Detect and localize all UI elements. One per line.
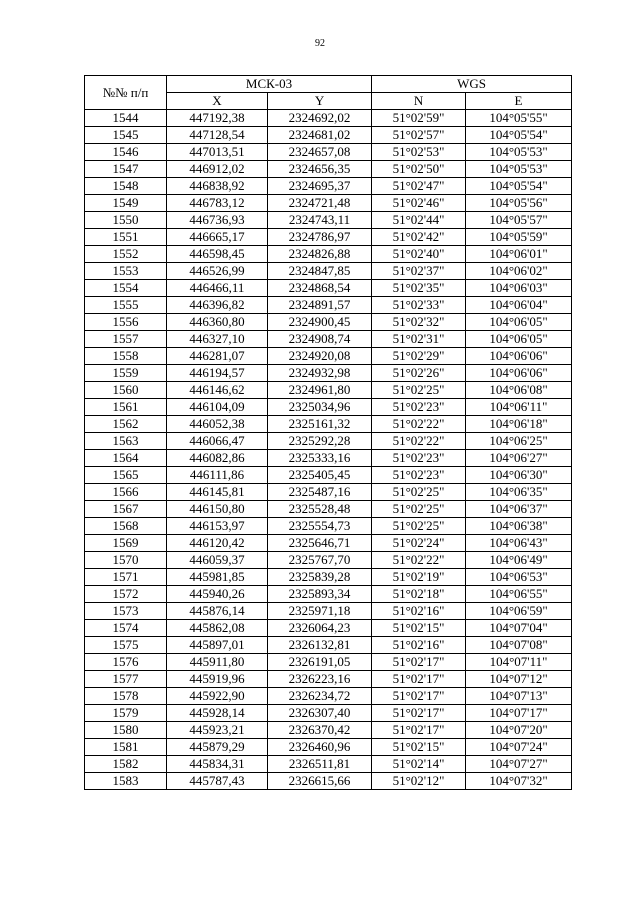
cell-n: 51°02'29"	[372, 348, 466, 365]
cell-x: 446120,42	[167, 535, 268, 552]
cell-x: 446281,07	[167, 348, 268, 365]
cell-n: 51°02'25"	[372, 518, 466, 535]
cell-point-number: 1567	[85, 501, 167, 518]
cell-x: 446912,02	[167, 161, 268, 178]
cell-e: 104°06'53"	[466, 569, 572, 586]
cell-point-number: 1547	[85, 161, 167, 178]
cell-x: 445879,29	[167, 739, 268, 756]
cell-y: 2326132,81	[268, 637, 372, 654]
table-row	[85, 212, 572, 229]
cell-x: 446052,38	[167, 416, 268, 433]
cell-e: 104°06'25"	[466, 433, 572, 450]
cell-y: 2325333,16	[268, 450, 372, 467]
cell-n: 51°02'17"	[372, 654, 466, 671]
cell-e: 104°07'04"	[466, 620, 572, 637]
cell-y: 2324695,37	[268, 178, 372, 195]
table-row	[85, 705, 572, 722]
cell-e: 104°05'56"	[466, 195, 572, 212]
table-row	[85, 399, 572, 416]
table-row	[85, 178, 572, 195]
cell-x: 446150,80	[167, 501, 268, 518]
cell-x: 445928,14	[167, 705, 268, 722]
cell-e: 104°06'59"	[466, 603, 572, 620]
cell-x: 446145,81	[167, 484, 268, 501]
cell-n: 51°02'25"	[372, 382, 466, 399]
cell-e: 104°06'02"	[466, 263, 572, 280]
cell-point-number: 1562	[85, 416, 167, 433]
cell-x: 445923,21	[167, 722, 268, 739]
cell-point-number: 1569	[85, 535, 167, 552]
table-row	[85, 127, 572, 144]
cell-point-number: 1558	[85, 348, 167, 365]
table-row	[85, 722, 572, 739]
cell-y: 2326234,72	[268, 688, 372, 705]
cell-e: 104°05'53"	[466, 144, 572, 161]
cell-e: 104°06'04"	[466, 297, 572, 314]
cell-n: 51°02'46"	[372, 195, 466, 212]
cell-n: 51°02'22"	[372, 433, 466, 450]
cell-n: 51°02'37"	[372, 263, 466, 280]
header-y: Y	[268, 93, 372, 110]
table-row	[85, 501, 572, 518]
cell-e: 104°05'54"	[466, 178, 572, 195]
cell-point-number: 1548	[85, 178, 167, 195]
table-row	[85, 739, 572, 756]
cell-point-number: 1583	[85, 773, 167, 790]
cell-y: 2324681,02	[268, 127, 372, 144]
cell-n: 51°02'25"	[372, 501, 466, 518]
cell-e: 104°07'13"	[466, 688, 572, 705]
cell-x: 447192,38	[167, 110, 268, 127]
cell-e: 104°06'08"	[466, 382, 572, 399]
cell-n: 51°02'23"	[372, 450, 466, 467]
cell-n: 51°02'22"	[372, 416, 466, 433]
table-row	[85, 161, 572, 178]
table-row	[85, 365, 572, 382]
cell-y: 2325292,28	[268, 433, 372, 450]
cell-y: 2324920,08	[268, 348, 372, 365]
table-row	[85, 569, 572, 586]
cell-e: 104°06'49"	[466, 552, 572, 569]
cell-y: 2326223,16	[268, 671, 372, 688]
table-row	[85, 382, 572, 399]
cell-y: 2324932,98	[268, 365, 372, 382]
cell-n: 51°02'14"	[372, 756, 466, 773]
cell-e: 104°07'24"	[466, 739, 572, 756]
cell-y: 2324961,80	[268, 382, 372, 399]
cell-n: 51°02'22"	[372, 552, 466, 569]
table-body	[85, 110, 572, 790]
cell-e: 104°06'06"	[466, 365, 572, 382]
header-e: E	[466, 93, 572, 110]
cell-x: 445862,08	[167, 620, 268, 637]
table-row	[85, 195, 572, 212]
table-row	[85, 654, 572, 671]
cell-n: 51°02'53"	[372, 144, 466, 161]
cell-x: 446327,10	[167, 331, 268, 348]
cell-point-number: 1566	[85, 484, 167, 501]
cell-x: 445981,85	[167, 569, 268, 586]
cell-x: 445922,90	[167, 688, 268, 705]
cell-y: 2326511,81	[268, 756, 372, 773]
cell-x: 446082,86	[167, 450, 268, 467]
cell-x: 445911,80	[167, 654, 268, 671]
cell-n: 51°02'31"	[372, 331, 466, 348]
cell-x: 445940,26	[167, 586, 268, 603]
cell-y: 2325646,71	[268, 535, 372, 552]
cell-n: 51°02'42"	[372, 229, 466, 246]
cell-point-number: 1560	[85, 382, 167, 399]
cell-x: 446104,09	[167, 399, 268, 416]
cell-x: 446059,37	[167, 552, 268, 569]
cell-y: 2325487,16	[268, 484, 372, 501]
header-row-groups	[85, 76, 572, 93]
table-row	[85, 671, 572, 688]
cell-point-number: 1568	[85, 518, 167, 535]
cell-y: 2324826,88	[268, 246, 372, 263]
cell-e: 104°06'43"	[466, 535, 572, 552]
cell-n: 51°02'17"	[372, 705, 466, 722]
cell-e: 104°07'08"	[466, 637, 572, 654]
cell-e: 104°06'03"	[466, 280, 572, 297]
table-row	[85, 229, 572, 246]
table-row	[85, 144, 572, 161]
cell-n: 51°02'15"	[372, 620, 466, 637]
table-row	[85, 467, 572, 484]
header-wgs: WGS	[372, 76, 572, 93]
cell-y: 2326191,05	[268, 654, 372, 671]
table-row	[85, 314, 572, 331]
header-point-number: №№ п/п	[85, 76, 167, 110]
cell-y: 2325161,32	[268, 416, 372, 433]
table-header	[85, 76, 572, 110]
cell-n: 51°02'32"	[372, 314, 466, 331]
cell-n: 51°02'17"	[372, 671, 466, 688]
cell-y: 2325839,28	[268, 569, 372, 586]
cell-x: 447013,51	[167, 144, 268, 161]
cell-e: 104°06'38"	[466, 518, 572, 535]
cell-y: 2324900,45	[268, 314, 372, 331]
cell-e: 104°07'12"	[466, 671, 572, 688]
cell-n: 51°02'26"	[372, 365, 466, 382]
cell-x: 446598,45	[167, 246, 268, 263]
table-row	[85, 433, 572, 450]
cell-x: 445919,96	[167, 671, 268, 688]
cell-y: 2326064,23	[268, 620, 372, 637]
cell-n: 51°02'17"	[372, 688, 466, 705]
cell-x: 446146,62	[167, 382, 268, 399]
cell-n: 51°02'19"	[372, 569, 466, 586]
cell-x: 445834,31	[167, 756, 268, 773]
cell-e: 104°06'27"	[466, 450, 572, 467]
table-row	[85, 586, 572, 603]
cell-x: 445897,01	[167, 637, 268, 654]
table-row	[85, 263, 572, 280]
cell-n: 51°02'33"	[372, 297, 466, 314]
cell-n: 51°02'50"	[372, 161, 466, 178]
cell-y: 2324786,97	[268, 229, 372, 246]
cell-e: 104°06'05"	[466, 331, 572, 348]
cell-y: 2326370,42	[268, 722, 372, 739]
table-row	[85, 756, 572, 773]
cell-e: 104°05'57"	[466, 212, 572, 229]
cell-y: 2325971,18	[268, 603, 372, 620]
cell-e: 104°05'55"	[466, 110, 572, 127]
header-msk03: МСК-03	[167, 76, 372, 93]
cell-point-number: 1551	[85, 229, 167, 246]
cell-x: 446466,11	[167, 280, 268, 297]
cell-point-number: 1578	[85, 688, 167, 705]
cell-point-number: 1553	[85, 263, 167, 280]
cell-point-number: 1571	[85, 569, 167, 586]
coordinates-table	[84, 75, 572, 790]
cell-n: 51°02'25"	[372, 484, 466, 501]
cell-x: 446838,92	[167, 178, 268, 195]
cell-x: 446736,93	[167, 212, 268, 229]
header-x: X	[167, 93, 268, 110]
cell-y: 2324847,85	[268, 263, 372, 280]
cell-e: 104°07'32"	[466, 773, 572, 790]
cell-point-number: 1550	[85, 212, 167, 229]
table-row	[85, 246, 572, 263]
cell-x: 446783,12	[167, 195, 268, 212]
cell-e: 104°05'54"	[466, 127, 572, 144]
cell-point-number: 1573	[85, 603, 167, 620]
cell-n: 51°02'23"	[372, 467, 466, 484]
table-row	[85, 603, 572, 620]
table-row	[85, 552, 572, 569]
cell-point-number: 1574	[85, 620, 167, 637]
cell-point-number: 1581	[85, 739, 167, 756]
cell-e: 104°06'11"	[466, 399, 572, 416]
cell-y: 2324692,02	[268, 110, 372, 127]
cell-y: 2325034,96	[268, 399, 372, 416]
cell-y: 2326460,96	[268, 739, 372, 756]
cell-point-number: 1557	[85, 331, 167, 348]
cell-y: 2324891,57	[268, 297, 372, 314]
cell-point-number: 1565	[85, 467, 167, 484]
cell-n: 51°02'44"	[372, 212, 466, 229]
cell-y: 2324721,48	[268, 195, 372, 212]
cell-e: 104°06'05"	[466, 314, 572, 331]
cell-x: 446665,17	[167, 229, 268, 246]
cell-y: 2325405,45	[268, 467, 372, 484]
cell-e: 104°07'27"	[466, 756, 572, 773]
cell-point-number: 1577	[85, 671, 167, 688]
cell-n: 51°02'57"	[372, 127, 466, 144]
cell-point-number: 1580	[85, 722, 167, 739]
cell-x: 446194,57	[167, 365, 268, 382]
cell-point-number: 1582	[85, 756, 167, 773]
cell-n: 51°02'16"	[372, 637, 466, 654]
cell-point-number: 1561	[85, 399, 167, 416]
cell-e: 104°06'37"	[466, 501, 572, 518]
cell-y: 2324908,74	[268, 331, 372, 348]
cell-point-number: 1576	[85, 654, 167, 671]
cell-point-number: 1559	[85, 365, 167, 382]
cell-n: 51°02'17"	[372, 722, 466, 739]
table-row	[85, 110, 572, 127]
cell-point-number: 1564	[85, 450, 167, 467]
cell-n: 51°02'47"	[372, 178, 466, 195]
cell-x: 446153,97	[167, 518, 268, 535]
cell-point-number: 1555	[85, 297, 167, 314]
cell-point-number: 1549	[85, 195, 167, 212]
cell-point-number: 1554	[85, 280, 167, 297]
cell-x: 446066,47	[167, 433, 268, 450]
cell-e: 104°07'20"	[466, 722, 572, 739]
cell-x: 446360,80	[167, 314, 268, 331]
cell-e: 104°06'35"	[466, 484, 572, 501]
cell-e: 104°05'59"	[466, 229, 572, 246]
cell-n: 51°02'35"	[372, 280, 466, 297]
cell-e: 104°06'01"	[466, 246, 572, 263]
cell-point-number: 1556	[85, 314, 167, 331]
cell-x: 446111,86	[167, 467, 268, 484]
table-row	[85, 297, 572, 314]
cell-n: 51°02'40"	[372, 246, 466, 263]
cell-y: 2325528,48	[268, 501, 372, 518]
cell-n: 51°02'12"	[372, 773, 466, 790]
table-row	[85, 773, 572, 790]
cell-n: 51°02'59"	[372, 110, 466, 127]
cell-x: 446526,99	[167, 263, 268, 280]
cell-n: 51°02'18"	[372, 586, 466, 603]
cell-point-number: 1563	[85, 433, 167, 450]
cell-y: 2324743,11	[268, 212, 372, 229]
cell-point-number: 1545	[85, 127, 167, 144]
cell-point-number: 1570	[85, 552, 167, 569]
cell-e: 104°06'06"	[466, 348, 572, 365]
table-row	[85, 620, 572, 637]
cell-point-number: 1575	[85, 637, 167, 654]
cell-point-number: 1572	[85, 586, 167, 603]
table-row	[85, 518, 572, 535]
cell-e: 104°06'30"	[466, 467, 572, 484]
cell-point-number: 1552	[85, 246, 167, 263]
cell-y: 2325893,34	[268, 586, 372, 603]
cell-e: 104°05'53"	[466, 161, 572, 178]
cell-e: 104°07'17"	[466, 705, 572, 722]
cell-x: 445787,43	[167, 773, 268, 790]
table-row	[85, 637, 572, 654]
cell-x: 446396,82	[167, 297, 268, 314]
cell-y: 2325554,73	[268, 518, 372, 535]
cell-n: 51°02'16"	[372, 603, 466, 620]
table-row	[85, 484, 572, 501]
table-row	[85, 348, 572, 365]
cell-e: 104°07'11"	[466, 654, 572, 671]
header-n: N	[372, 93, 466, 110]
cell-e: 104°06'55"	[466, 586, 572, 603]
cell-point-number: 1544	[85, 110, 167, 127]
page-number: 92	[315, 38, 325, 49]
cell-y: 2326615,66	[268, 773, 372, 790]
table-row	[85, 416, 572, 433]
cell-point-number: 1579	[85, 705, 167, 722]
cell-n: 51°02'15"	[372, 739, 466, 756]
cell-point-number: 1546	[85, 144, 167, 161]
cell-y: 2326307,40	[268, 705, 372, 722]
cell-n: 51°02'24"	[372, 535, 466, 552]
cell-y: 2324657,08	[268, 144, 372, 161]
table-row	[85, 688, 572, 705]
cell-y: 2325767,70	[268, 552, 372, 569]
cell-x: 447128,54	[167, 127, 268, 144]
table-row	[85, 450, 572, 467]
cell-y: 2324656,35	[268, 161, 372, 178]
cell-x: 445876,14	[167, 603, 268, 620]
table-row	[85, 280, 572, 297]
table-row	[85, 535, 572, 552]
cell-y: 2324868,54	[268, 280, 372, 297]
cell-n: 51°02'23"	[372, 399, 466, 416]
cell-e: 104°06'18"	[466, 416, 572, 433]
table-row	[85, 331, 572, 348]
